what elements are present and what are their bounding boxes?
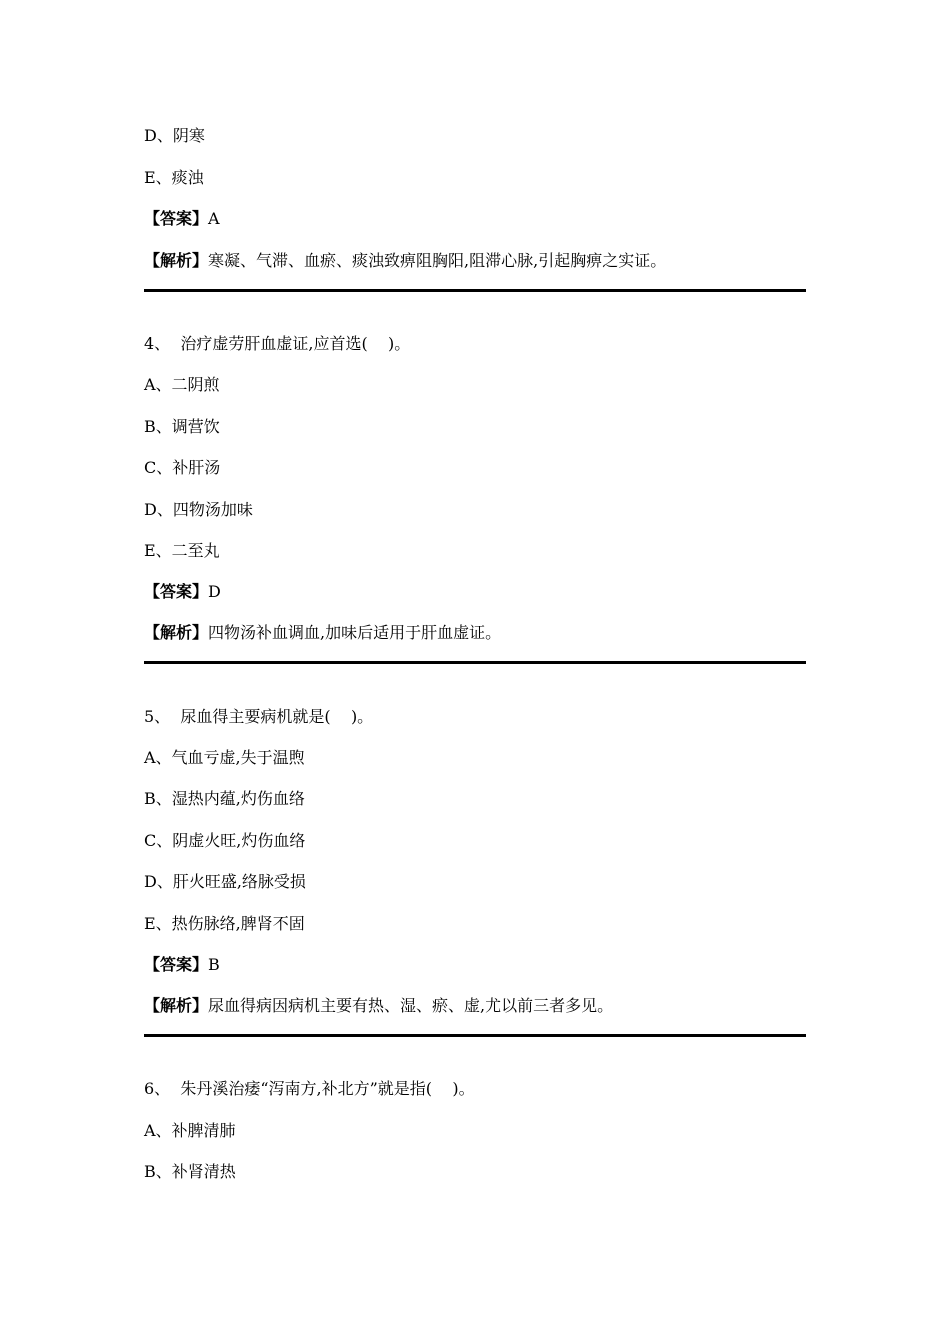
q5-stem: 5、 尿血得主要病机就是( )。 (144, 707, 374, 726)
q6-option-b: B、补肾清热 (144, 1162, 236, 1181)
q5-option-b: B、湿热内蕴,灼伤血络 (144, 789, 305, 808)
answer-label: 【答案】 (144, 209, 209, 228)
analysis-text: 寒凝、气滞、血瘀、痰浊致痹阻胸阳,阻滞心脉,引起胸痹之实证。 (208, 251, 667, 270)
q6-stem: 6、 朱丹溪治痿“泻南方,补北方”就是指( )。 (144, 1079, 475, 1098)
q4-answer (144, 581, 221, 603)
q5-option-c: C、阴虚火旺,灼伤血络 (144, 831, 306, 850)
q4-option-a: A、二阴煎 (144, 375, 220, 394)
answer-value: B (208, 955, 220, 974)
q4-option-d: D、四物汤加味 (144, 500, 253, 519)
q3-analysis (144, 250, 666, 272)
analysis-text: 尿血得病因病机主要有热、湿、瘀、虚,尤以前三者多见。 (208, 996, 614, 1015)
q5-option-e: E、热伤脉络,脾肾不固 (144, 914, 305, 933)
q5-option-a: A、气血亏虚,失于温煦 (144, 748, 305, 767)
divider (144, 661, 806, 664)
q4-stem: 4、 治疗虚劳肝血虚证,应首选( )。 (144, 334, 411, 353)
divider (144, 289, 806, 292)
q4-option-b: B、调营饮 (144, 417, 220, 436)
q4-analysis (144, 622, 501, 644)
answer-value: D (208, 582, 221, 601)
q5-analysis (144, 995, 613, 1017)
q3-option-e: E、痰浊 (144, 168, 204, 187)
q3-answer (144, 208, 220, 230)
answer-value: A (208, 209, 220, 228)
analysis-label: 【解析】 (144, 251, 209, 270)
divider (144, 1034, 806, 1037)
q5-answer (144, 954, 220, 976)
q5-option-d: D、肝火旺盛,络脉受损 (144, 872, 306, 891)
analysis-label: 【解析】 (144, 623, 209, 642)
q3-option-d: D、阴寒 (144, 126, 205, 145)
answer-label: 【答案】 (144, 582, 209, 601)
analysis-text: 四物汤补血调血,加味后适用于肝血虚证。 (208, 623, 502, 642)
q6-option-a: A、补脾清肺 (144, 1121, 236, 1140)
q4-option-e: E、二至丸 (144, 541, 220, 560)
analysis-label: 【解析】 (144, 996, 209, 1015)
answer-label: 【答案】 (144, 955, 209, 974)
q4-option-c: C、补肝汤 (144, 458, 221, 477)
